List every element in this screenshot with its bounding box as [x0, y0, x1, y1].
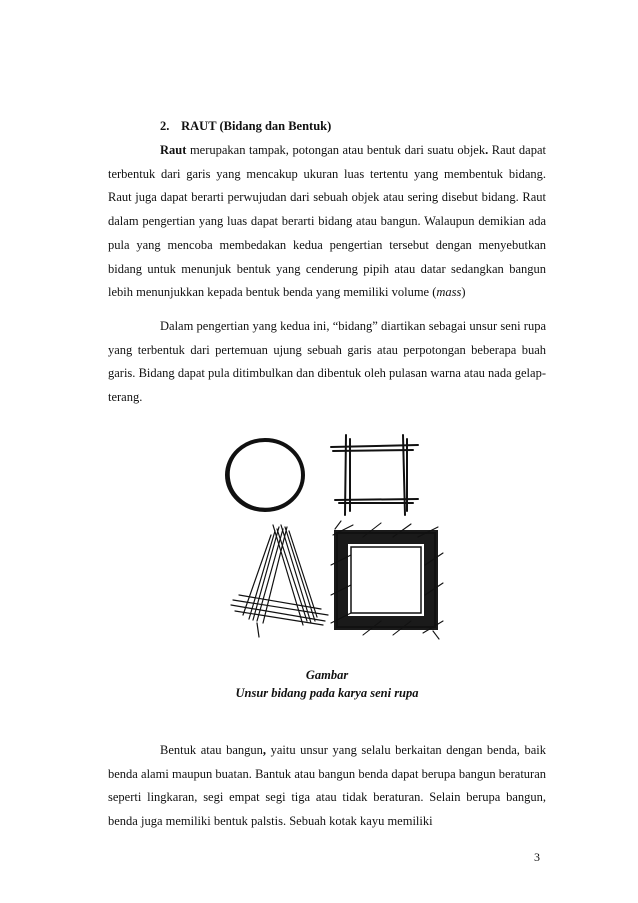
shapes-figure: [213, 425, 453, 657]
paragraph-comma: ,: [262, 743, 267, 757]
paragraph-dot: .: [485, 143, 489, 157]
term-mass: mass: [436, 285, 462, 300]
figure-caption-label: Gambar: [305, 668, 349, 682]
line-square: [331, 435, 418, 515]
paragraph-text: Raut dapat terbentuk dari garis yang mencakup ukuran luas tertentu yang membentuk bidang. Raut juga dapat berarti perwujudan dari sebuah objek atau sering disebut bidang. Raut dalam pengertian yang luas dapat berarti bidang atau bangun. Walaupun demikian ada pula yang mencoba membedakan kedua pengertian tersebut dengan menyebutkan bidang untuk menunjuk bentuk yang cenderung pipih atau datar sedangkan bangun lebih menunjukkan kepada bentuk benda yang memiliki volume (: [108, 143, 546, 300]
paragraph-bentuk: [108, 739, 546, 834]
section-heading: [160, 119, 331, 134]
paragraph-bidang: [108, 315, 546, 410]
paragraph-text: merupakan tampak, potongan atau bentuk dari suatu objek: [186, 143, 486, 157]
figure-caption-title: Unsur bidang pada karya seni rupa: [235, 686, 419, 700]
paragraph-text: Dalam pengertian yang kedua ini, “bidang” diartikan sebagai unsur seni rupa yang terbentuk dari pertemuan ujung sebuah garis atau perpotongan beberapa buah garis. Bidang dapat pula ditimbulkan dan dibentuk oleh pulasan warna atau nada gelap-terang.: [108, 319, 546, 405]
hatched-triangle: [231, 525, 328, 637]
paragraph-raut: [108, 139, 546, 305]
section-title: RAUT (Bidang dan Bentuk): [181, 119, 332, 133]
term-bentuk: Bentuk atau bangun: [160, 743, 263, 757]
sketched-circle: [226, 436, 307, 512]
section-number: 2.: [160, 119, 170, 133]
page-number: 3: [534, 850, 540, 864]
paragraph-text: yaitu unsur yang selalu berkaitan dengan benda, baik benda alami maupun buatan. Bantuk atau bangun benda dapat berupa bangun beraturan seperti lingkaran, segi empat segi tiga atau tidak beraturan. Selain berupa bangun, benda juga memiliki bentuk palstis. Sebuah kotak kayu memiliki: [108, 743, 546, 829]
paragraph-text: ): [461, 285, 466, 300]
term-raut: Raut: [160, 143, 187, 157]
hatched-square: [331, 521, 443, 639]
